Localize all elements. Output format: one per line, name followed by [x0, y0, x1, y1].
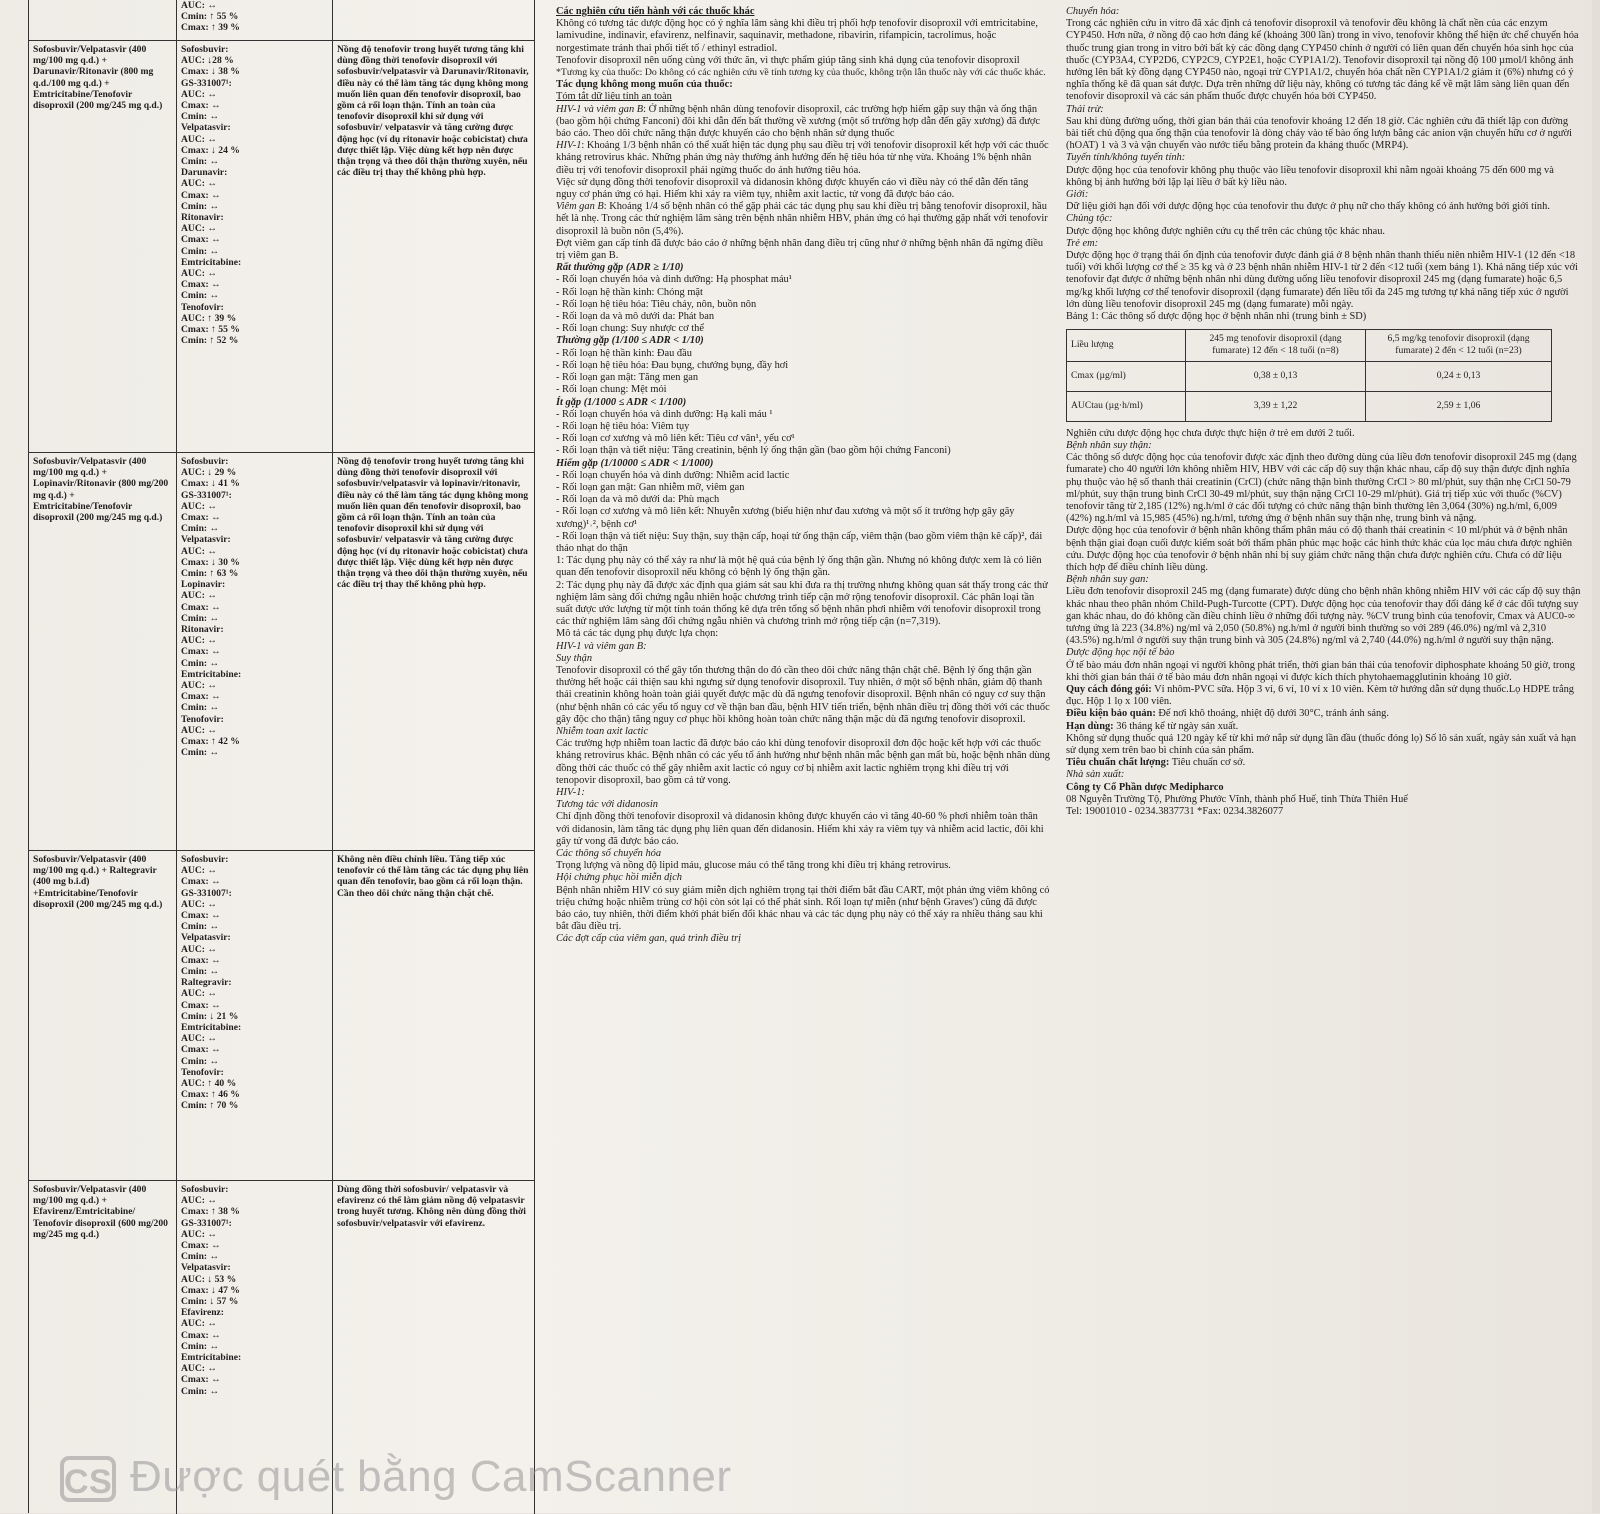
paragraph: Sau khi dùng đường uống, thời gian bán thải của tenofovir khoảng 12 đến 18 giờ. Các nghiên cứu đã thiết lập con đường bài tiết chủ động qua ống thận của tenofovir là dòng chảy vào tế bào ống lượn bằng các anion vận chuyển hữu cơ ở người (hOAT) 1 và 3 và vận chuyển vào nước tiểu bằng protein đa kháng thuốc (MRP4).	[1066, 115, 1573, 152]
paragraph: Liều đơn tenofovir disoproxil 245 mg (dạng fumarate) được dùng cho bệnh nhân không nhiễm HIV với các cấp độ suy thận khác nhau theo phân nhóm Child-Pugh-Turcotte (CPT). Dược động học của tenofovir thay đổi đáng kể ở các đối tượng suy gan khác nhau, do đó không cần điều chỉnh liều ở những đối tượng này. %CV trung bình của tenofovir, Cmax và AUC0-∞ tương ứng là 223 (34.8%) ng/ml và 2,050 (50.8%) ng.h/ml ở người bình thường so với 289 (46.0%) ng/ml và 2,310 (43.5%) ng.h/ml ở người suy thận trung bình và 305 (24.8%) ng/ml và 2,740 (44.0%) ng.h/ml ở người suy thận nặng.	[1066, 586, 1581, 647]
effect-line: Cmax: ↓ 24 %	[181, 144, 240, 156]
subsection-title: Chuyển hóa:	[1066, 6, 1120, 17]
effect-line: Tenofovir:	[181, 301, 224, 313]
effect-line: Cmin: ↔	[181, 966, 220, 978]
camscanner-watermark	[60, 1452, 732, 1502]
effect-line: Cmin: ↔	[181, 156, 220, 168]
paragraph: Các thông số dược động học của tenofovir được xác định theo đường dùng của liều đơn tenofovir disoproxil 245 mg (dạng fumarate) cho 40 người lớn không nhiễm HIV, HBV với các cấp độ suy thận khác nhau, cấp độ suy thận được định nghĩa phụ thuộc vào hệ số thanh thải creatinin (CrCl) (chức năng thận bình thường CrCl > 80 ml/phút, suy thận nhẹ CrCl 50-79 ml/phút, suy thận trung bình CrCl 30-49 ml/phút, suy thận nặng CrCl 10-29 ml/phút). Giá trị tiếp xúc với thuốc (%CV) tenofovir tăng từ 2,185 (12%) ng.h/ml ở các đối tượng có chức năng thận bình thường lên 3,064 (30%) ng.h/ml, 6,009 (42%) ng.h/ml và 15,985 (45%) ng.h/ml, tương ứng ở bệnh nhân suy thận nhẹ, trung bình và nặng.	[1066, 452, 1577, 525]
list-item: - Rối loạn hệ tiêu hóa: Tiêu chảy, nôn, buồn nôn	[556, 298, 757, 310]
pk-table	[1066, 329, 1552, 421]
effect-line: Tenofovir:	[181, 713, 224, 725]
subsection-title: Bệnh nhân suy thận:	[1066, 439, 1152, 451]
effect-line: Cmin: ↔	[181, 657, 220, 669]
effect-line: Cmin: ↔	[181, 702, 220, 714]
adr-list	[556, 470, 1050, 555]
paragraph: Chỉ định đồng thời tenofovir disoproxil và didanosin không được khuyến cáo vì tăng 40-60 % phơi nhiễm toàn thân với didanosin, làm tăng tác dụng phụ liên quan đến didanosin. Hiếm khi xảy ra viêm tụy và nhiễm acid lactic, đôi khi gây tử vong đã được báo cáo.	[556, 811, 1044, 847]
effect-line: Velpatasvir:	[181, 534, 231, 546]
subsection-title: Tóm tắt dữ liệu tính an toàn	[556, 91, 672, 103]
recommendation-cell: Dùng đồng thời sofosbuvir/ velpatasvir và efavirenz có thể làm giảm nồng độ velpatasvir trong huyết tương. Không nên dùng đồng thời sofosbuvir/velpatasvir với efavirenz.	[333, 1181, 535, 1514]
effects-cell: AUC: ↔ Cmin: ↑ 55 % Cmax: ↑ 39 %	[177, 0, 333, 40]
effect-line: AUC: ↔	[181, 500, 217, 512]
list-item: - Rối loạn hệ tiêu hóa: Đau bụng, chướng bụng, đầy hơi	[556, 359, 789, 371]
effect-line: AUC: ↔	[181, 178, 217, 190]
effect-line: AUC: ↔	[181, 1033, 217, 1045]
effect-line: AUC: ↔	[181, 943, 217, 955]
camscanner-logo-icon: CS	[60, 1456, 116, 1502]
subsection-title: HIV-1:	[556, 787, 585, 798]
effect-line: Cmax: ↔	[181, 279, 221, 291]
effect-line: AUC: ↔	[181, 865, 217, 877]
paragraph: Dữ liệu giới hạn đối với dược động học của tenofovir thu được ở phụ nữ cho thấy không có ảnh hưởng bởi giới tính.	[1066, 201, 1550, 213]
effect-line: Cmax: ↔	[181, 189, 221, 201]
subsection-title: Thải trừ:	[1066, 103, 1104, 115]
expiry: Hạn dùng: 36 tháng kể từ ngày sản xuất.	[1066, 720, 1239, 732]
footnote: 1: Tác dụng phụ này có thể xảy ra như là một hệ quả của bệnh lý ống thận gần. Nhưng nó không được xem là có liên quan đến tenofovir disoproxil nếu không có bệnh lý ống thận gần.	[556, 555, 1042, 579]
storage: Điều kiện bảo quản: Để nơi khô thoáng, nhiệt độ dưới 30°C, tránh ánh sáng.	[1066, 708, 1389, 720]
effect-line: GS-331007¹:	[181, 887, 232, 899]
effect-line: Cmax: ↔	[181, 1044, 221, 1056]
effect-line: Cmin: ↔	[181, 921, 220, 933]
list-item: - Rối loạn gan mật: Gan nhiễm mỡ, viêm gan	[556, 481, 745, 493]
subsection-title: Hội chứng phục hồi miễn dịch	[556, 872, 683, 884]
effect-line: Cmax: ↔	[181, 646, 221, 658]
effect-line: GS-331007¹:	[181, 1217, 232, 1229]
effect-line: Cmin: ↔	[181, 523, 220, 535]
table-row	[29, 40, 535, 453]
effect-line: Tenofovir:	[181, 1066, 224, 1078]
adr-list	[556, 348, 1050, 397]
subsection-title: Chủng tộc:	[1066, 213, 1113, 225]
effect-line: Cmin: ↔	[181, 111, 220, 123]
subsection-title: Nhiễm toan axit lactic	[556, 725, 649, 737]
effect-line: Cmax: ↑ 42 %	[181, 736, 240, 748]
manufacturer-name: Công ty Cổ Phần dược Medipharco	[1066, 781, 1224, 793]
effect-line: AUC: ↔	[181, 223, 217, 235]
paragraph: Các đợt cấp của viêm gan, quá trình điều trị	[556, 933, 742, 945]
paragraph: *Tương kỵ của thuốc: Do không có các nghiên cứu về tính tương kỵ của thuốc, không trộn lẫn thuốc này với các thuốc khác.	[556, 67, 1046, 79]
drug-cell: Sofosbuvir/Velpatasvir (400 mg/100 mg q.d.) + Efavirenz/Emtricitabine/ Tenofovir disoproxil (600 mg/200 mg/245 mg q.d.)	[29, 1181, 177, 1514]
effect-line: Cmax: ↔	[181, 234, 221, 246]
effect-line: AUC: ↔	[181, 988, 217, 1000]
adr-list	[556, 274, 1050, 335]
paragraph: Trong các nghiên cứu in vitro đã xác định cả tenofovir disoproxil và tenofovir đều không là chất nền của các enzym CYP450. Hơn nữa, ở nồng độ cao hơn đáng kể (khoảng 300 lần) trong in vivo, tenofovir không thể hiện ức chế chuyển hóa thuốc trung gian trong in vitro bởi bất kỳ các đồng dạng CYP450 chính ở người có liên quan đến chuyển hóa sinh học của thuốc (CYP3A4, CYP2D6, CYP2C9, CYP2E1, hoặc CYP1A1/2). Tenofovir disoproxil tại nồng độ 100 µmol/l không ảnh hưởng lên bất kỳ đồng dạng CYP450 nào, ngoại trừ CYP1A1/2, chuyển hóa chất nền CYP1A1/2 giảm ít (6%) nhưng có ý nghĩa thống kê đã quan sát được. Dựa trên những dữ liệu này, không có tương tác đáng kể về mặt lâm sàng liên quan đến tenofovir disoproxil và các sản phẩm thuốc được chuyển hóa bởi CYP450.	[1066, 18, 1579, 103]
effect-line: Cmax: ↔	[181, 1374, 221, 1386]
drug-cell: Sofosbuvir/Velpatasvir (400 mg/100 mg q.d.) + Raltegravir (400 mg b.i.d) +Emtricitabine/Tenofovir disoproxil (200 mg/245 mg q.d.)	[29, 851, 177, 1181]
table-caption: Bảng 1: Các thông số dược động học ở bệnh nhân nhi (trung bình ± SD)	[1066, 311, 1367, 323]
middle-column	[556, 6, 1050, 1511]
effect-line: Emtricitabine:	[181, 256, 242, 268]
effect-line: AUC: ↓ 53 %	[181, 1273, 237, 1285]
effect-line: Lopinavir:	[181, 579, 226, 591]
recommendation-cell: Không nên điều chỉnh liều. Tăng tiếp xúc tenofovir có thể làm tăng các tác dụng phụ liên quan đến tenofovir, bao gồm cả rối loạn thận. Cần theo dõi chức năng thận chặt chẽ.	[333, 851, 535, 1181]
quality-standard: Tiêu chuẩn chất lượng: Tiêu chuẩn cơ sở.	[1066, 757, 1246, 769]
effect-line: Emtricitabine:	[181, 668, 242, 680]
effect-line: Cmax: ↔	[181, 691, 221, 703]
effect-line: Cmax: ↑ 46 %	[181, 1089, 240, 1101]
effect-line: AUC: ↔	[181, 635, 217, 647]
effect-line: Cmin: ↔	[181, 747, 220, 759]
subsection-title: Dược động học nội tế bào	[1066, 647, 1175, 659]
paragraph: Không có tương tác dược động học có ý nghĩa lâm sàng khi điều trị phối hợp tenofovir disoproxil với emtricitabine, lamivudine, indinavir, efavirenz, nelfinavir, saquinavir, methadone, ribavirin, rifampicin, tacrolimus, hoặc norgestimate tránh thai phối tiết tố / ethinyl estradiol.	[556, 18, 1038, 54]
effect-line: AUC: ↔	[181, 898, 217, 910]
list-item: - Rối loạn chung: Mệt mỏi	[556, 384, 667, 396]
effect-line: Cmin: ↓ 21 %	[181, 1010, 239, 1022]
effect-line: AUC: ↔	[181, 1195, 217, 1207]
effect-line: Cmin: ↑ 70 %	[181, 1100, 239, 1112]
effect-line: AUC: ↔	[181, 545, 217, 557]
effect-line: Cmin: ↔	[181, 612, 220, 624]
effect-line: GS-331007¹:	[181, 489, 232, 501]
paragraph: Tenofovir disoproxil nên uống cùng với thức ăn, vì thực phẩm giúp tăng sinh khả dụng của tenofovir disoproxil	[556, 54, 1020, 66]
effect-line: Velpatasvir:	[181, 122, 231, 134]
effect-line: Cmin: ↔	[181, 1251, 220, 1263]
effect-line: Darunavir:	[181, 167, 228, 179]
effect-line: Cmin: ↓ 57 %	[181, 1296, 239, 1308]
effect-line: Cmax: ↔	[181, 100, 221, 112]
effect-line: AUC: ↔	[181, 1363, 217, 1375]
drug-cell: Sofosbuvir/Velpatasvir (400 mg/100 mg q.d.) + Lopinavir/Ritonavir (800 mg/200 mg q.d.) + Emtricitabine/Tenofovir disoproxil (200 mg/245 mg q.d.)	[29, 453, 177, 851]
right-column	[1066, 6, 1582, 1511]
effect-line: Emtricitabine:	[181, 1022, 242, 1034]
effect-line: Emtricitabine:	[181, 1352, 242, 1364]
effects-cell	[177, 453, 333, 851]
table-row: AUCtau (µg·h/ml) 3,39 ± 1,22 2,59 ± 1,06	[1067, 391, 1552, 421]
subsection-title: Tương tác với didanosin	[556, 799, 658, 811]
adr-list	[556, 409, 1050, 458]
list-item: - Rối loạn thận và tiết niệu: Suy thận, suy thận cấp, hoại tử ống thận cấp, viêm thận (bao gồm viêm thận kẽ cấp)², đái tháo nhạt do thận	[556, 530, 1043, 554]
effect-line: Efavirenz:	[181, 1307, 224, 1319]
effect-line: Ritonavir:	[181, 212, 224, 224]
recommendation-cell: Nồng độ tenofovir trong huyết tương tăng khi dùng đồng thời tenofovir disoproxil với sofosbuvir/velpatasvir và lopinavir/ritonavir, điều này có thể làm tăng tác dụng không mong muốn liên quan đến tenofovir disoproxil, bao gồm cả rối loạn thận. Tính an toàn của tenofovir disoproxil khi sử dụng với sofosbuvir/ velpatasvir và tăng cường được động học (ví dụ ritonavir hoặc cobicistat) chưa được thiết lập. Việc dùng kết hợp nên được thận trọng và theo dõi thận thường xuyên, nếu các điều trị thay thế không phù hợp.	[333, 453, 535, 851]
effect-line: Cmin: ↔	[181, 200, 220, 212]
paragraph: Bệnh nhân nhiễm HIV có suy giảm miễn dịch nghiêm trọng tại thời điểm bắt đầu CART, một phản ứng viêm không có triệu chứng hoặc nhiễm trùng cơ hội còn sót lại có thể phát sinh. Rối loạn tự miễn (như bệnh Graves') cũng đã được báo cáo, tuy nhiên, thời điểm khởi phát biến đổi khác nhau và các tác dụng phụ này có thể xảy ra nhiều tháng sau khi bắt đầu điều trị.	[556, 884, 1050, 933]
list-item: - Rối loạn hệ thần kinh: Đau đầu	[556, 347, 692, 359]
paragraph: Dược động học của tenofovir không phụ thuộc vào liều tenofovir disoproxil khi nằm ngoài khoảng 75 đến 600 mg và không bị ảnh hưởng bởi lặp lại liều ở bất kỳ liều nào.	[1066, 164, 1554, 188]
paper-fold	[1592, 0, 1600, 1513]
table-row	[29, 0, 535, 40]
effect-line: Cmax: ↔	[181, 1329, 221, 1341]
effect-line: AUC: ↔	[181, 680, 217, 692]
frequency-title: Rất thường gặp (ADR ≥ 1/10)	[556, 262, 684, 274]
effect-line: Cmin: ↔	[181, 1385, 220, 1397]
watermark-text: Được quét bằng CamScanner	[130, 1452, 732, 1501]
list-item: - Rối loạn cơ xương và mô liên kết: Nhuyễn xương (biểu hiện như đau xương và một số ít trường hợp gây gãy xương)¹˒², bệnh cơ¹	[556, 506, 1015, 530]
paragraph: Ở tế bào máu đơn nhân ngoại vi người không phát triển, thời gian bán thải của tenofovir diphosphate khoảng 50 giờ, trong khi thời gian bán thải ở tế bào máu đơn nhân ngoại vi được kích thích phytohaemagglutinin khoảng 10 giờ.	[1066, 659, 1575, 683]
recommendation-cell: Nồng độ tenofovir trong huyết tương tăng khi dùng đồng thời tenofovir disoproxil với sofosbuvir/velpatasvir và Darunavir/Ritonavir, điều này có thể làm tăng tác dụng không mong muốn liên quan đến tenofovir disoproxil, bao gồm cả rối loạn thận. Tính an toàn của tenofovir disoproxil khi sử dụng với sofosbuvir/ velpatasvir và tăng cường được động học (ví dụ ritonavir hoặc cobicistat) chưa được thiết lập. Việc dùng kết hợp nên được thận trọng và theo dõi thận thường xuyên, nếu các điều trị thay thế không phù hợp.	[333, 41, 535, 453]
paragraph: Nghiên cứu dược động học chưa được thực hiện ở trẻ em dưới 2 tuổi.	[1066, 427, 1355, 439]
effect-line: AUC: ↔	[181, 133, 217, 145]
effects-cell	[177, 41, 333, 453]
paragraph: Không sử dụng thuốc quá 120 ngày kể từ khi mở nắp sử dụng lần đầu (thuốc đóng lọ) Số lô sản xuất, ngày sản xuất và hạn sử dụng xem trên bao bì chính của sản phẩm.	[1066, 732, 1577, 756]
list-item: - Rối loạn gan mật: Tăng men gan	[556, 372, 699, 384]
subsection-title: Các thông số chuyển hóa	[556, 848, 662, 860]
list-item: - Rối loạn da và mô dưới da: Phát ban	[556, 311, 715, 323]
subsection-title: Bệnh nhân suy gan:	[1066, 574, 1149, 586]
effect-line: AUC: ↑ 40 %	[181, 1078, 237, 1090]
paragraph: Việc sử dụng đồng thời tenofovir disoproxil và didanosin không được khuyến cáo vì điều này có thể dẫn đến tăng nguy cơ phản ứng có hại. Hiếm khi xảy ra viêm tụy, nhiễm axit lactic, tử vong đã được báo cáo.	[556, 176, 1029, 201]
table-header-row: Liều lượng 245 mg tenofovir disoproxil (dạng fumarate) 12 đến < 18 tuổi (n=8) 6,5 mg/kg tenofovir disoproxil (dạng fumarate) 2 đến < 12 tuổi (n=23)	[1067, 330, 1552, 361]
paragraph: HIV-1: Khoảng 1/3 bệnh nhân có thể xuất hiện tác dụng phụ sau điều trị với tenofovir disoproxil kết hợp với các thuốc kháng retrovirus khác. Những phản ứng này thường ảnh hưởng đến hệ tiêu hóa từ nhẹ vừa. Khoảng 1% bệnh nhân điều trị với tenofovir disoproxil phải ngừng thuốc do ảnh hưởng tiêu hóa.	[556, 140, 1049, 176]
effect-line: AUC: ↑ 39 %	[181, 312, 237, 324]
effect-line: Cmin: ↔	[181, 1055, 220, 1067]
paragraph: Dược động học không được nghiên cứu cụ thể trên các chủng tộc khác nhau.	[1066, 225, 1386, 237]
subsection-title: Suy thận	[556, 652, 593, 664]
effect-line: Sofosbuvir:	[181, 456, 229, 467]
packaging: Quy cách đóng gói: Vỉ nhôm-PVC sữa. Hộp 3 vỉ, 6 vỉ, 10 vỉ x 10 viên. Kèm tờ hướng dẫn sử dụng thuốc.Lọ HDPE trắng đục. Hộp 1 lọ x 100 viên.	[1066, 683, 1574, 708]
frequency-title: Ít gặp (1/1000 ≤ ADR < 1/100)	[556, 396, 687, 408]
effect-line: Cmax: ↔	[181, 954, 221, 966]
effect-line: Cmin: ↑ 63 %	[181, 568, 239, 580]
effect-line: Cmax: ↓ 38 %	[181, 66, 240, 78]
effect-line: Cmin: ↔	[181, 1340, 220, 1352]
effect-line: AUC: ↔	[181, 1228, 217, 1240]
subsection-title: Mô tả các tác dụng phụ được lựa chọn:	[556, 628, 719, 640]
list-item: - Rối loạn chung: Suy nhược cơ thể	[556, 323, 704, 335]
effect-line: Raltegravir:	[181, 977, 232, 989]
drug-cell: Sofosbuvir/Velpatasvir (400 mg/100 mg q.d.) + Darunavir/Ritonavir (800 mg q.d./100 mg q.d.) + Emtricitabine/Tenofovir disoproxil (200 mg/245 mg q.d.)	[29, 41, 177, 453]
effect-line: Cmax: ↓ 41 %	[181, 478, 240, 490]
subsection-title: HIV-1 và viêm gan B:	[556, 640, 647, 652]
frequency-title: Hiếm gặp (1/10000 ≤ ADR < 1/1000)	[556, 457, 714, 469]
effect-line: AUC: ↔	[181, 1318, 217, 1330]
paragraph: Các trường hợp nhiễm toan lactic đã được báo cáo khi dùng tenofovir disoproxil đơn độc hoặc kết hợp với các thuốc kháng retrovirus khác. Bệnh nhân có các yếu tố ảnh hưởng như bệnh nhân mắc bệnh gan mất bù, hoặc bệnh nhân dùng đồng thời các thuốc có thể gây nhiễm axit lactic có nguy cơ bị nhiễm axit lactic nghiêm trọng khi điều trị với tenopovir disoproxil, bao gồm cả tử vong.	[556, 738, 1050, 786]
list-item: - Rối loạn da và mô dưới da: Phù mạch	[556, 494, 720, 506]
section-title: Tác dụng không mong muốn của thuốc:	[556, 79, 733, 91]
effect-line: Cmax: ↔	[181, 1240, 221, 1252]
effect-line: GS-331007¹:	[181, 77, 232, 89]
effect-line: Cmax: ↑ 38 %	[181, 1206, 240, 1218]
effect-line: Cmin: ↔	[181, 290, 220, 302]
effect-line: Cmin: ↔	[181, 245, 220, 257]
manufacturer-contact: Tel: 19001010 - 0234.3837731 *Fax: 0234.3826077	[1066, 805, 1284, 817]
effect-line: Cmax: ↓ 30 %	[181, 556, 240, 568]
effect-line: AUC: ↔	[181, 724, 217, 736]
table-row	[29, 452, 535, 851]
effect-line: Cmax: ↔	[181, 601, 221, 613]
effect-line: Velpatasvir:	[181, 932, 231, 944]
paragraph: HIV-1 và viêm gan B: Ở những bệnh nhân dùng tenofovir disoproxil, các trường hợp hiếm gặp suy thận và ống thận (bao gồm hội chứng Fanconi) đôi khi dẫn đến bất thường về xương (một số trường hợp dẫn đến gãy xương) đã được báo cáo. Theo dõi chức năng thận được khuyến cáo cho bệnh nhân sử dụng thuốc	[556, 103, 1041, 140]
section-title: Các nghiên cứu tiến hành với các thuốc khác	[556, 6, 755, 17]
list-item: - Rối loạn hệ tiêu hóa: Viêm tụy	[556, 420, 690, 432]
subsection-title: Nhà sản xuất:	[1066, 769, 1125, 781]
paragraph: Tenofovir disoproxil có thể gây tổn thương thận do đó cần theo dõi chức năng thận chặt chẽ. Bệnh lý ống thận gần thường hết hoặc cải thiện sau khi ngưng sử dụng tenofovir disoproxil. Tuy nhiên, ở một số bệnh nhân, giảm độ thanh thải creatinin không hoàn toàn giải quyết được mặc dù đã ngưng tenofovir disoproxil. Bệnh nhân có nguy cơ suy thận (như bệnh nhân có các yếu tố nguy cơ về thận ban đầu, bệnh HIV tiến triển, bệnh nhân điều trị đồng thời với các thuốc gây độc cho thận) tăng nguy cơ phục hồi không hoàn toàn chức năng thận mặc dù đã ngưng tenofovir disoproxil.	[556, 664, 1050, 725]
effects-cell	[177, 851, 333, 1181]
table-row: Cmax (µg/ml) 0,38 ± 0,13 0,24 ± 0,13	[1067, 361, 1552, 391]
effect-line: Cmax: ↔	[181, 876, 221, 888]
list-item: - Rối loạn hệ thần kinh: Chóng mặt	[556, 286, 703, 298]
paragraph: Dược động học của tenofovir ở bệnh nhân không thẩm phân máu có độ thanh thải creatinin < 10 ml/phút và ở bệnh nhân bệnh thận giai đoạn cuối được kiểm soát bởi thẩm phân phúc mạc hoặc các hình thức khác của lọc máu chưa được nghiên cứu. Dược động học của tenofovir ở bệnh nhân nhi bị suy giảm chức năng thận chưa được nghiên cứu. Chưa có dữ liệu thích hợp để điều chỉnh liều dùng.	[1066, 525, 1573, 573]
effect-line: Cmin: ↑ 52 %	[181, 335, 239, 347]
effect-line: AUC: ↔	[181, 590, 217, 602]
table-row	[29, 850, 535, 1181]
effect-line: AUC: ↓28 %	[181, 55, 234, 67]
effect-line: Velpatasvir:	[181, 1262, 231, 1274]
effect-line: AUC: ↓ 29 %	[181, 467, 237, 479]
manufacturer-address: 08 Nguyễn Trường Tộ, Phường Phước Vĩnh, thành phố Huế, tỉnh Thừa Thiên Huế	[1066, 793, 1408, 805]
list-item: - Rối loạn cơ xương và mô liên kết: Tiêu cơ vân¹, yếu cơ¹	[556, 433, 795, 445]
paragraph: Viêm gan B: Khoảng 1/4 số bệnh nhân có thể gặp phải các tác dụng phụ sau khi điều trị bằng tenofovir disoproxil, hầu hết là nhẹ. Trong các thử nghiệm lâm sàng trên bệnh nhân nhiễm HBV, phản ứng có hại thường gặp nhất với tenofovir disoproxil là buồn nôn (5,4%).	[556, 201, 1048, 237]
effect-line: AUC: ↔	[181, 88, 217, 100]
paragraph: Dược động học ở trạng thái ổn định của tenofovir được đánh giá ở 8 bệnh nhân thanh thiếu niên nhiễm HIV-1 (12 đến <18 tuổi) với khối lượng cơ thể ≥ 35 kg và ở 23 bệnh nhân nhiễm HIV-1 từ 2 đến <12 tuổi (xem bảng 1). Khả năng tiếp xúc với tenofovir đạt được ở những bệnh nhân nhi dùng đường uống liều tenofovir disoproxil 245 mg (dạng fumarate) hoặc 6,5 mg/kg khối lượng cơ thể tenofovir disoproxil (dạng fumarate) đến liều tối đa 245 mg tương tự khả năng tiếp xúc ở người lớn dùng liều tenofovir disoproxil 245 mg (dạng fumarate) mỗi ngày.	[1066, 250, 1578, 310]
effect-line: Ritonavir:	[181, 624, 224, 636]
effect-line: Sofosbuvir:	[181, 44, 229, 55]
effect-line: Cmax: ↔	[181, 999, 221, 1011]
paragraph: Trọng lượng và nồng độ lipid máu, glucose máu có thể tăng trong khi điều trị kháng retrovirus.	[556, 860, 951, 872]
effect-line: Sofosbuvir:	[181, 854, 229, 865]
effect-line: AUC: ↔	[181, 268, 217, 280]
effect-line: Cmax: ↔	[181, 512, 221, 524]
interaction-table	[28, 0, 535, 1513]
list-item: - Rối loạn chuyển hóa và dinh dưỡng: Hạ kali máu ¹	[556, 408, 773, 420]
list-item: - Rối loạn chuyển hóa và dinh dưỡng: Nhiễm acid lactic	[556, 469, 790, 481]
effect-line: Cmax: ↔	[181, 910, 221, 922]
subsection-title: Giới:	[1066, 189, 1089, 201]
list-item: - Rối loạn chuyển hóa và dinh dưỡng: Hạ phosphat máu¹	[556, 274, 792, 286]
subsection-title: Tuyến tính/không tuyến tính:	[1066, 152, 1186, 164]
effect-line: Sofosbuvir:	[181, 1184, 229, 1195]
subsection-title: Trẻ em:	[1066, 237, 1099, 249]
frequency-title: Thường gặp (1/100 ≤ ADR < 1/10)	[556, 335, 704, 347]
footnote: 2: Tác dụng phụ này đã được xác định qua giám sát sau khi đưa ra thị trường nhưng không quan sát thấy trong các thử nghiệm lâm sàng đối chứng ngẫu nhiên hoặc chương trình tiếp cận mở rộng tenofovir disoproxil. Các phân loại tần suất được ước lượng từ một tính toán thống kê dựa trên tổng số bệnh nhân phơi nhiễm với tenofovir disoproxil trong các thử nghiệm lâm sàng đối chứng ngẫu nhiên và chương trình mở rộng tiếp cận (n=7,319).	[556, 579, 1048, 628]
effect-line: Cmax: ↓ 47 %	[181, 1284, 240, 1296]
effect-line: Cmax: ↑ 55 %	[181, 324, 240, 336]
paragraph: Đợt viêm gan cấp tính đã được báo cáo ở những bệnh nhân đang điều trị cũng như ở những bệnh nhân đã ngừng điều trị viêm gan B.	[556, 237, 1044, 262]
list-item: - Rối loạn thận và tiết niệu: Tăng creatinin, bệnh lý ống thận gần (bao gồm hội chứng Fanconi)	[556, 445, 951, 457]
